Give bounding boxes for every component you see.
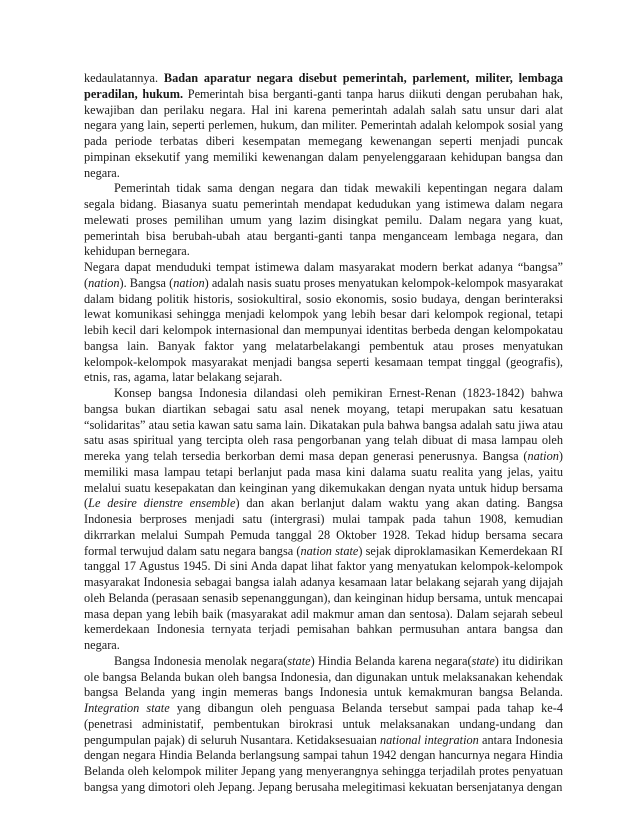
text-run: Pemerintah bisa berganti-ganti tanpa harus diikuti dengan perubahan hak, kewajiban dan perilaku negara. Hal ini karena pemerintah adalah salah satu unsur dari alat negara yang lain, seperti perlemen, hukum, dan militer. Pemerintah adalah kelompok sosial yang pada periode terbatas diberi kesempatan memegang kewenangan seperti menjadi puncak pimpinan eksekutif yang memiliki kewenangan dalam penyelenggaraan kehidupan bangsa dan negara. [84,86,563,180]
text-run: ) dan akan berlanjut dalam waktu yang akan dating. Bangsa Indonesia berproses menjadi satu (intergrasi) mulai tampak pada tahun 1908, kemudian dikrrarkan melalui Sumpah Pemuda tanggal 28 Oktober 1928. Tekad hidup bersama secara formal terwujud dalam satu negara bangsa ( [84,496,563,558]
italic-term: national integration [379,732,479,747]
paragraph-3 [84,260,563,386]
text-run: ) adalah nasis suatu proses menyatukan kelompok-kelompok masyarakat dalam bidang politik historis, sosiokultiral, sosio ekonomis, sosio budaya, dengan berinteraksi lewat komunikasi sehingga menjadi kelompok yang lebih besar dari kelompok regional, tetapi lebih kecil dari kelompok internasional dan mempunyai identitas berbeda dengan kelompokatau bangsa lain. Banyak faktor yang melatarbelakangi pembentuk atau proses menyatukan kelompok-kelompok masyarakat menjadi bangsa seperti kesamaan tempat tinggal (geografis), etnis, ras, agama, latar belakang sejarah. [84,275,563,385]
body-text [84,71,563,796]
text-run: ). Bangsa ( [119,275,174,290]
text-run: ) Hindia Belanda karena negara( [310,653,472,668]
text-run: yang dibangun oleh penguasa Belanda tersebut sampai pada tahap ke-4 (penetrasi administatif, pembentukan birokrasi untuk melaksanakan undang-undang dan pengumpulan pajak) di seluruh Nusantara. Ketidaksesuaian [84,701,563,747]
italic-term: Integration state [84,701,170,715]
text-run: Konsep bangsa Indonesia dilandasi oleh pemikiran Ernest-Renan (1823-1842) bahwa bangsa bukan diartikan sebagai satu asal nenek moyang, tetapi merupakan satu kesatuan “solidaritas” atau setia kawan satu sama lain. Dikatakan pula bahwa bangsa adalah satu jiwa atau satu asas spiritual yang tercipta oleh rasa pengorbanan yang telah dibuat di masa lampau oleh mereka yang telah tersedia berkorban demi masa depan generasi penerusnya. Bangsa ( [84,386,563,463]
bold-text: Badan aparatur negara disebut pemerintah, parlement, militer, lembaga peradilan, hukum. [84,71,563,101]
italic-term: nation [527,449,559,463]
paragraph-5 [84,654,563,796]
text-run: Pemerintah tidak sama dengan negara dan tidak mewakili kepentingan negara dalam segala bidang. Biasanya suatu pemerintah mendapat kedudukan yang istimewa dalam negara melewati proses pemilihan umum yang lazim disingkat pemilu. Dalam negara yang kuat, pemerintah bisa berubah-ubah atau berganti-ganti tanpa menganceam lembaga negara, dan kehidupan bernegara. [84,181,563,259]
paragraph-4 [84,386,563,654]
text-run: antara Indonesia dengan negara Hindia Belanda berlangsung sampai tahun 1942 dengan hancurnya negara Hindia Belanda oleh kelompok militer Jepang yang menyerangnya sehingga terjadilah protes penyatuan bangsa yang dimotori oleh Jepang. Jepang berusaha melegitimasi kekuatan bersenjatanya dengan [84,732,563,794]
italic-term: nation state [300,543,359,558]
italic-term: nation [88,275,120,290]
italic-term: state [287,653,311,668]
paragraph-1 [84,71,563,181]
text-run: Negara dapat menduduki tempat istimewa dalam masyarakat modern berkat adanya “bangsa” ( [84,260,563,290]
text-run: Bangsa Indonesia menolak negara( [114,653,288,668]
text-run: ) itu didirikan ole bangsa Belanda bukan oleh bangsa Indonesia, dan digunakan untuk melaksanakan kehendak bangsa Belanda yang ingin memeras bangs Indonesia untuk kemakmuran bangsa Belanda. [84,653,564,700]
italic-term: state [471,653,495,668]
italic-term: Le desire dienstre ensemble [88,496,236,511]
italic-term: nation [173,275,205,290]
text-run: kedaulatannya. [84,71,164,85]
text-run: ) sejak diproklamasikan Kemerdekaan RI tanggal 17 Agustus 1945. Di sini Anda dapat lihat faktor yang menyatukan kelompok-kelompok masyarakat Indonesia sebagai bangsa ialah adanya kesamaan latar belakang sejarah yang dijajah oleh Belanda (perasaan senasib sepenanggungan), dan keinginan hidup bersama, untuk mencapai masa depan yang lebih baik (masyarakat adil makmur aman dan sentosa). Dalam sejarah sebeul kemerdekaan Indonesia ternyata terjadi pemisahan bahkan permusuhan antara bangsa dan negara. [84,543,563,652]
paragraph-2 [84,181,563,260]
text-run: ) memiliki masa lampau tetapi berlanjut pada masa kini dalama suatu realita yang jelas, yaitu melalui suatu kesepakatan dan keinginan yang dikemukakan dengan nyata untuk hidup bersama ( [84,449,563,511]
